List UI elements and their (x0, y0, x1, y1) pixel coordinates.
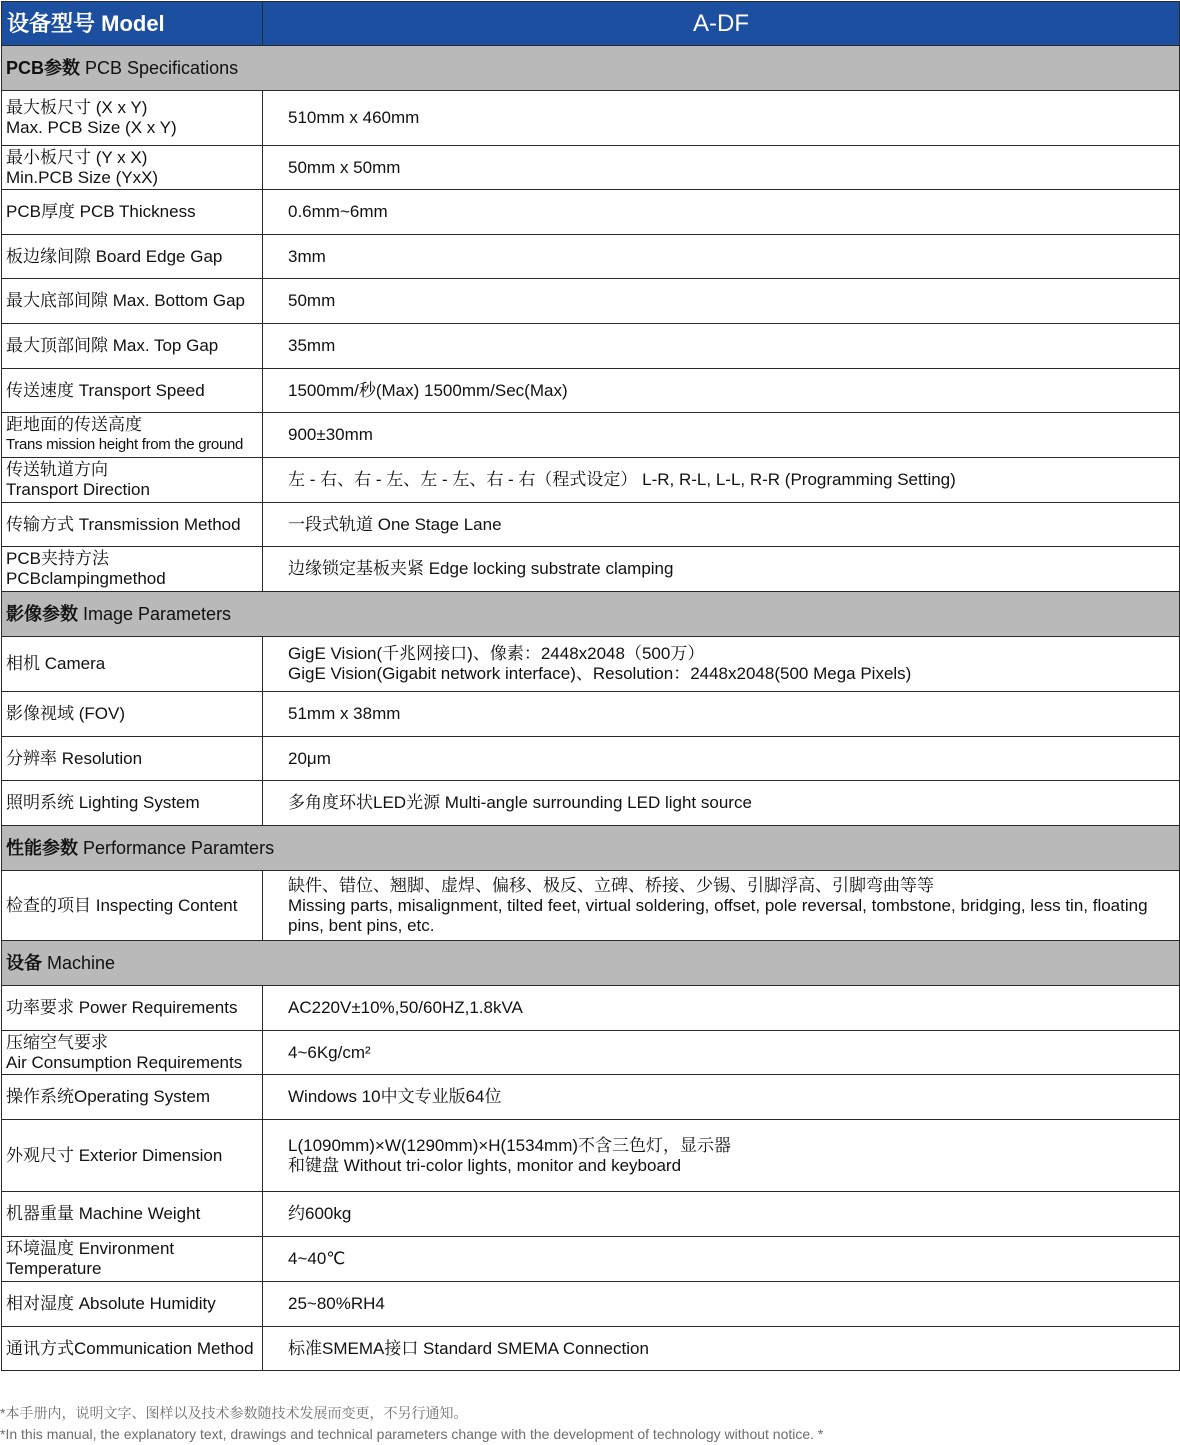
spec-row (2, 369, 1180, 413)
section-machine (2, 941, 1180, 986)
row-label: 影像视域 (FOV) (2, 692, 263, 737)
spec-row (2, 279, 1180, 324)
row-label-en: Temperature (6, 1259, 102, 1278)
spec-row (2, 190, 1180, 235)
row-label: 照明系统 Lighting System (2, 781, 263, 826)
header-row (2, 2, 1180, 46)
spec-row (2, 1120, 1180, 1192)
row-value: L(1090mm)×W(1290mm)×H(1534mm)不含三色灯，显示器 (288, 1135, 732, 1155)
section-performance (2, 826, 1180, 871)
row-label: 分辨率 Resolution (2, 737, 263, 781)
row-label: 相对湿度 Absolute Humidity (2, 1282, 263, 1327)
row-value: 35mm (263, 324, 1180, 369)
row-value: 标准SMEMA接口 Standard SMEMA Connection (263, 1327, 1180, 1371)
row-value: 4~40℃ (263, 1237, 1180, 1282)
row-label-en: PCBclampingmethod (6, 569, 166, 588)
row-label-en: Min.PCB Size (YxX) (6, 167, 159, 187)
section-title-en: Image Parameters (78, 604, 232, 624)
spec-row (2, 235, 1180, 279)
row-label: 机器重量 Machine Weight (2, 1192, 263, 1237)
row-value: 缺件、错位、翘脚、虚焊、偏移、极反、立碑、桥接、少锡、引脚浮高、引脚弯曲等等 (288, 875, 934, 895)
row-value: 20μm (263, 737, 1180, 781)
row-label: 传送速度 Transport Speed (2, 369, 263, 413)
section-title-en: PCB Specifications (80, 58, 239, 78)
spec-row (2, 637, 1180, 692)
row-value: 左 - 右、右 - 左、左 - 左、右 - 右（程式设定） L-R, R-L, L-L, R-R (Programming Setting) (263, 458, 1180, 503)
row-value: 51mm x 38mm (263, 692, 1180, 737)
footer-note-cn: *本手册内，说明文字、图样以及技术参数随技术发展而变更，不另行通知。 (0, 1405, 468, 1421)
spec-row (2, 503, 1180, 547)
row-label: 检查的项目 Inspecting Content (2, 871, 263, 941)
section-title-en: Performance Paramters (78, 838, 275, 858)
row-label-en: Air Consumption Requirements (6, 1052, 243, 1072)
row-label: 距地面的传送高度 (6, 415, 142, 434)
row-value: 25~80%RH4 (263, 1282, 1180, 1327)
spec-row (2, 547, 1180, 592)
footer-note-en: *In this manual, the explanatory text, drawings and technical parameters change with the development of technology without notice. * (0, 1426, 824, 1442)
model-label: 设备型号 Model (2, 2, 263, 46)
spec-row (2, 324, 1180, 369)
section-title-en: Machine (42, 953, 116, 973)
spec-row (2, 458, 1180, 503)
spec-row (2, 1075, 1180, 1120)
row-label: 操作系统Operating System (2, 1075, 263, 1120)
spec-row (2, 692, 1180, 737)
row-value: 3mm (263, 235, 1180, 279)
row-label: 外观尺寸 Exterior Dimension (2, 1120, 263, 1192)
row-value: GigE Vision(千兆网接口)、像素：2448x2048（500万） (288, 644, 705, 663)
section-title-cn: PCB参数 (6, 58, 81, 78)
row-label: 传送轨道方向 (6, 460, 108, 479)
spec-row (2, 986, 1180, 1031)
spec-row (2, 146, 1180, 190)
row-label: 功率要求 Power Requirements (2, 986, 263, 1031)
section-title-cn: 设备 (6, 953, 42, 973)
row-value: 边缘锁定基板夹紧 Edge locking substrate clamping (263, 547, 1180, 592)
row-value-en: Missing parts, misalignment, tilted feet, virtual soldering, offset, pole reversal, tombstone, bridging, less tin, floating pins, bent pins, etc. (288, 895, 1148, 935)
row-value: 510mm x 460mm (263, 91, 1180, 146)
row-label: 最小板尺寸 (Y x X) (6, 147, 148, 167)
row-value: Windows 10中文专业版64位 (263, 1075, 1180, 1120)
spec-row (2, 1192, 1180, 1237)
model-value: A-DF (263, 2, 1180, 46)
row-value: 多角度环状LED光源 Multi-angle surrounding LED light source (263, 781, 1180, 826)
row-label: 板边缘间隙 Board Edge Gap (2, 235, 263, 279)
spec-row (2, 1031, 1180, 1075)
row-value: AC220V±10%,50/60HZ,1.8kVA (263, 986, 1180, 1031)
row-value-en: 和键盘 Without tri-color lights, monitor and keyboard (288, 1155, 682, 1175)
section-title-cn: 性能参数 (6, 838, 78, 858)
spec-table (1, 1, 1180, 1371)
section-title-cn: 影像参数 (6, 604, 78, 624)
footer-notice (0, 1403, 1180, 1445)
row-label: 传输方式 Transmission Method (2, 503, 263, 547)
spec-row (2, 91, 1180, 146)
row-value: 0.6mm~6mm (263, 190, 1180, 235)
row-label: 相机 Camera (2, 637, 263, 692)
row-label: PCB夹持方法 (6, 549, 109, 568)
row-value-en: GigE Vision(Gigabit network interface)、Resolution：2448x2048(500 Mega Pixels) (288, 664, 912, 683)
row-label: 最大底部间隙 Max. Bottom Gap (2, 279, 263, 324)
spec-row (2, 737, 1180, 781)
row-value: 一段式轨道 One Stage Lane (263, 503, 1180, 547)
section-image (2, 592, 1180, 637)
row-label: PCB厚度 PCB Thickness (2, 190, 263, 235)
spec-row (2, 1327, 1180, 1371)
row-value: 约600kg (263, 1192, 1180, 1237)
spec-row (2, 413, 1180, 458)
row-label: 环境温度 Environment (6, 1239, 175, 1258)
row-value: 50mm (263, 279, 1180, 324)
row-value: 1500mm/秒(Max) 1500mm/Sec(Max) (263, 369, 1180, 413)
spec-row (2, 781, 1180, 826)
section-pcb (2, 46, 1180, 91)
spec-row (2, 1237, 1180, 1282)
row-label: 通讯方式Communication Method (2, 1327, 263, 1371)
spec-row (2, 1282, 1180, 1327)
row-value: 900±30mm (263, 413, 1180, 458)
spec-row (2, 871, 1180, 941)
row-label: 最大顶部间隙 Max. Top Gap (2, 324, 263, 369)
row-label: 最大板尺寸 (X x Y) (6, 98, 148, 117)
row-label-en: Transport Direction (6, 480, 150, 499)
row-value: 50mm x 50mm (263, 146, 1180, 190)
row-label-en: Max. PCB Size (X x Y) (6, 118, 177, 137)
row-label-en: Trans mission height from the ground (6, 436, 244, 453)
row-label: 压缩空气要求 (6, 1032, 108, 1052)
row-value: 4~6Kg/cm² (263, 1031, 1180, 1075)
